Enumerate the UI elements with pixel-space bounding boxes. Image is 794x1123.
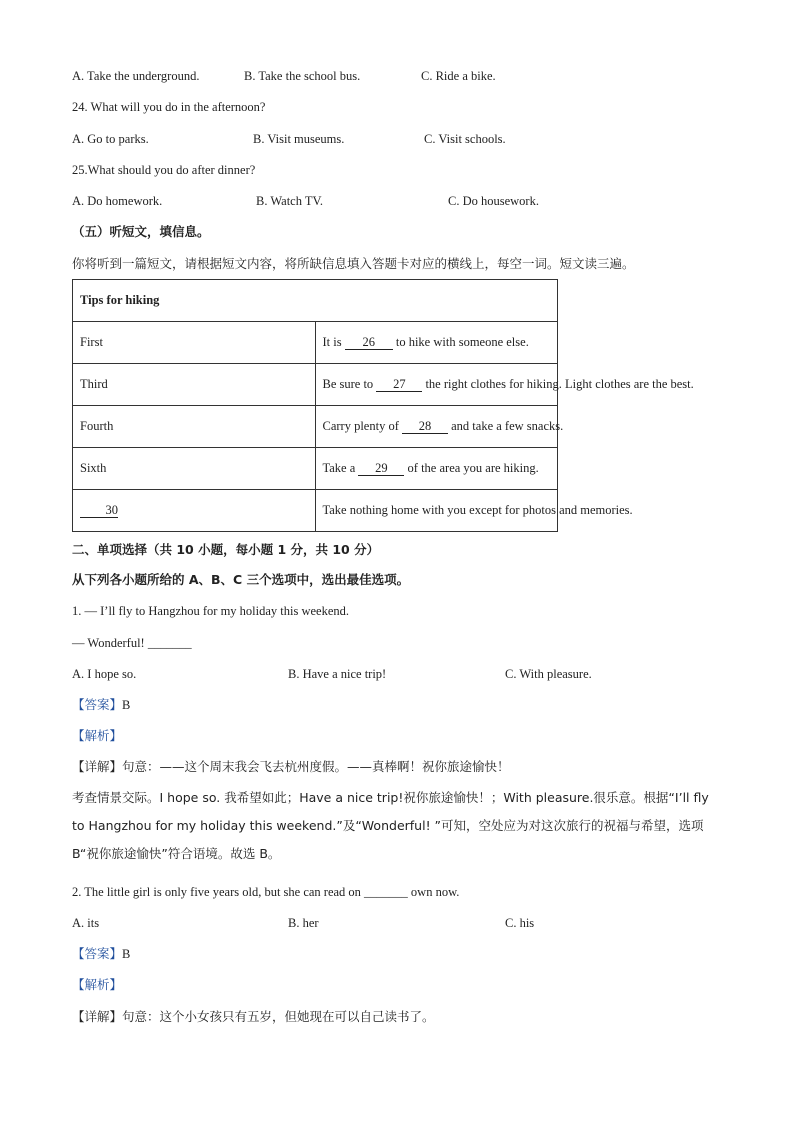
q23-option-a: A. Take the underground. — [72, 69, 200, 83]
q2-answer — [72, 946, 130, 962]
table-row — [73, 406, 558, 448]
q2-analysis-tag: 【解析】 — [72, 977, 123, 992]
tips-table-header: Tips for hiking — [73, 280, 558, 322]
q24-option-b: B. Visit museums. — [253, 132, 345, 146]
q2-question: 2. The little girl is only five years old, but she can read on _______ own now. — [72, 885, 460, 899]
blank-26: 26 — [345, 335, 393, 350]
blank-30: 30 — [80, 503, 118, 518]
q1-answer — [72, 697, 130, 713]
row-text: It is 26 to hike with someone else. — [315, 322, 558, 364]
q23-option-c: C. Ride a bike. — [421, 69, 496, 83]
answer-tag: 【答案】 — [72, 946, 123, 961]
table-row — [73, 490, 558, 532]
row-text: Take a 29 of the area you are hiking. — [315, 448, 558, 490]
blank-29: 29 — [358, 461, 404, 476]
q1-option-a: A. I hope so. — [72, 667, 137, 681]
row-label — [73, 490, 316, 532]
detail-tag: 【详解】 — [72, 1009, 123, 1024]
table-row — [73, 448, 558, 490]
part2-title: 二、单项选择（共 10 小题，每小题 1 分，共 10 分） — [72, 542, 380, 557]
q1-explanation: 考查情景交际。I hope so. 我希望如此；Have a nice trip!祝你旅途愉快！；With pleasure.很乐意。根据“I’ll fly to Hangzhou for my holiday this weekend.”及“Wonderful! ”可知，空处应为对这次旅行的祝福与希望，选项 B“祝你旅途愉快”符合语境。故选 B。 — [72, 790, 709, 861]
row-text: Be sure to 27 the right clothes for hiking. Light clothes are the best. — [315, 364, 558, 406]
q1-line1: 1. — I’ll fly to Hangzhou for my holiday this weekend. — [72, 604, 350, 618]
answer-value: B — [122, 947, 131, 961]
q2-option-c: C. his — [505, 916, 535, 930]
row-label: Fourth — [73, 406, 316, 448]
q1-detail — [72, 759, 510, 775]
q24-option-c: C. Visit schools. — [424, 132, 506, 146]
q1-analysis-tag: 【解析】 — [72, 728, 123, 743]
section5-instruction: 你将听到一篇短文，请根据短文内容，将所缺信息填入答题卡对应的横线上，每空一词。短文读三遍。 — [72, 256, 635, 271]
row-text: Carry plenty of 28 and take a few snacks. — [315, 406, 558, 448]
answer-value: B — [122, 698, 131, 712]
q2-option-b: B. her — [288, 916, 319, 930]
q1-option-b: B. Have a nice trip! — [288, 667, 387, 681]
q25-question: 25.What should you do after dinner? — [72, 163, 256, 177]
section5-title: （五）听短文，填信息。 — [72, 224, 210, 239]
row-text: Take nothing home with you except for photos and memories. — [315, 490, 558, 532]
answer-tag: 【答案】 — [72, 697, 123, 712]
q2-detail — [72, 1009, 435, 1025]
row-label: First — [73, 322, 316, 364]
q1-option-c: C. With pleasure. — [505, 667, 592, 681]
q24-option-a: A. Go to parks. — [72, 132, 149, 146]
table-row — [73, 364, 558, 406]
q25-option-a: A. Do homework. — [72, 194, 163, 208]
q1-line2: — Wonderful! _______ — [72, 636, 192, 650]
blank-28: 28 — [402, 419, 448, 434]
q25-option-c: C. Do housework. — [448, 194, 539, 208]
row-label: Sixth — [73, 448, 316, 490]
q23-option-b: B. Take the school bus. — [244, 69, 361, 83]
blank-27: 27 — [376, 377, 422, 392]
detail-text: 句意：——这个周末我会飞去杭州度假。——真棒啊！祝你旅途愉快！ — [122, 759, 510, 774]
q2-option-a: A. its — [72, 916, 100, 930]
detail-tag: 【详解】 — [72, 759, 123, 774]
tips-table — [72, 279, 694, 532]
q24-question: 24. What will you do in the afternoon? — [72, 100, 266, 114]
table-row — [73, 322, 558, 364]
detail-text: 句意：这个小女孩只有五岁，但她现在可以自己读书了。 — [122, 1009, 435, 1024]
part2-instruction: 从下列各小题所给的 A、B、C 三个选项中，选出最佳选项。 — [72, 572, 410, 587]
row-label: Third — [73, 364, 316, 406]
q25-option-b: B. Watch TV. — [256, 194, 324, 208]
